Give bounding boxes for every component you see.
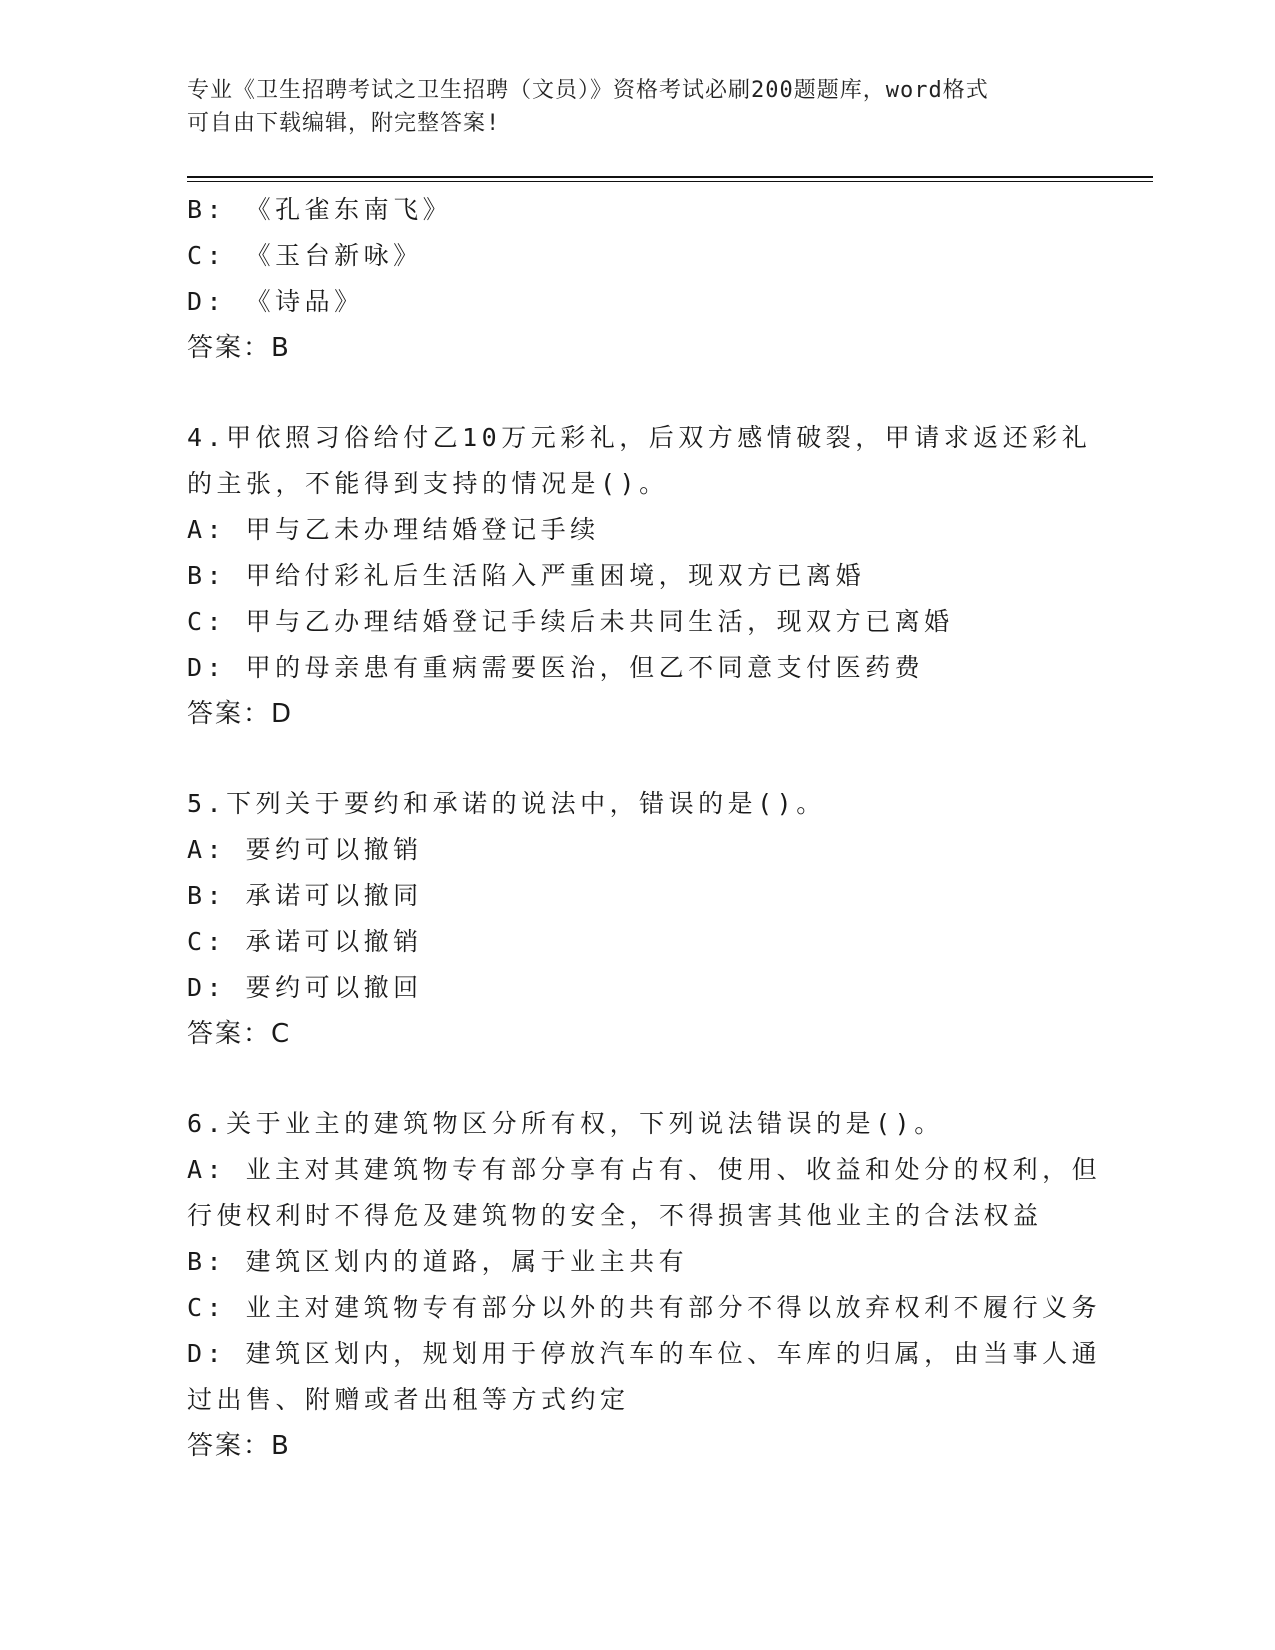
option-b: B: 建筑区划内的道路，属于业主共有: [187, 1247, 689, 1276]
option-d-continued: 过出售、附赠或者出租等方式约定: [187, 1385, 630, 1414]
partial-question-block: [187, 187, 1087, 371]
option-a: A: 要约可以撤销: [187, 835, 423, 864]
question-text-line: 4.甲依照习俗给付乙10万元彩礼，后双方感情破裂，甲请求返还彩礼: [187, 423, 1092, 452]
option-b: B: 《孔雀东南飞》: [187, 195, 453, 224]
option-d: D: 要约可以撤回: [187, 973, 423, 1002]
option-c: C: 业主对建筑物专有部分以外的共有部分不得以放弃权利不履行义务: [187, 1293, 1102, 1322]
option-d: D: 甲的母亲患有重病需要医治，但乙不同意支付医药费: [187, 653, 925, 682]
option-c: C: 承诺可以撤销: [187, 927, 423, 956]
header-line-1: 专业《卫生招聘考试之卫生招聘（文员）》资格考试必刷200题题库，word格式: [187, 78, 989, 103]
question-6: [187, 1101, 1102, 1469]
option-d: D: 《诗品》: [187, 287, 364, 316]
option-b: B: 甲给付彩礼后生活陷入严重困境，现双方已离婚: [187, 561, 866, 590]
answer-line: 答案：B: [187, 333, 291, 363]
question-5: [187, 781, 1087, 1057]
answer-line: 答案：C: [187, 1019, 292, 1049]
answer-line: 答案：D: [187, 699, 294, 729]
option-a: A: 业主对其建筑物专有部分享有占有、使用、收益和处分的权利，但: [187, 1155, 1102, 1184]
header-line-2: 可自由下载编辑，附完整答案!: [187, 111, 501, 136]
question-4: [187, 415, 1092, 737]
option-a: A: 甲与乙未办理结婚登记手续: [187, 515, 600, 544]
header-divider-thin: [187, 181, 1153, 182]
question-text-line: 6.关于业主的建筑物区分所有权，下列说法错误的是()。: [187, 1109, 944, 1138]
header-divider-thick: [187, 176, 1153, 178]
option-a-continued: 行使权利时不得危及建筑物的安全，不得损害其他业主的合法权益: [187, 1201, 1043, 1230]
answer-line: 答案：B: [187, 1431, 291, 1461]
option-b: B: 承诺可以撤同: [187, 881, 423, 910]
option-d: D: 建筑区划内，规划用于停放汽车的车位、车库的归属，由当事人通: [187, 1339, 1102, 1368]
question-text-line: 的主张，不能得到支持的情况是()。: [187, 469, 669, 498]
question-content: [187, 187, 1102, 1469]
question-text-line: 5.下列关于要约和承诺的说法中，错误的是()。: [187, 789, 826, 818]
option-c: C: 甲与乙办理结婚登记手续后未共同生活，现双方已离婚: [187, 607, 954, 636]
page-header: [187, 74, 1087, 140]
option-c: C: 《玉台新咏》: [187, 241, 423, 270]
